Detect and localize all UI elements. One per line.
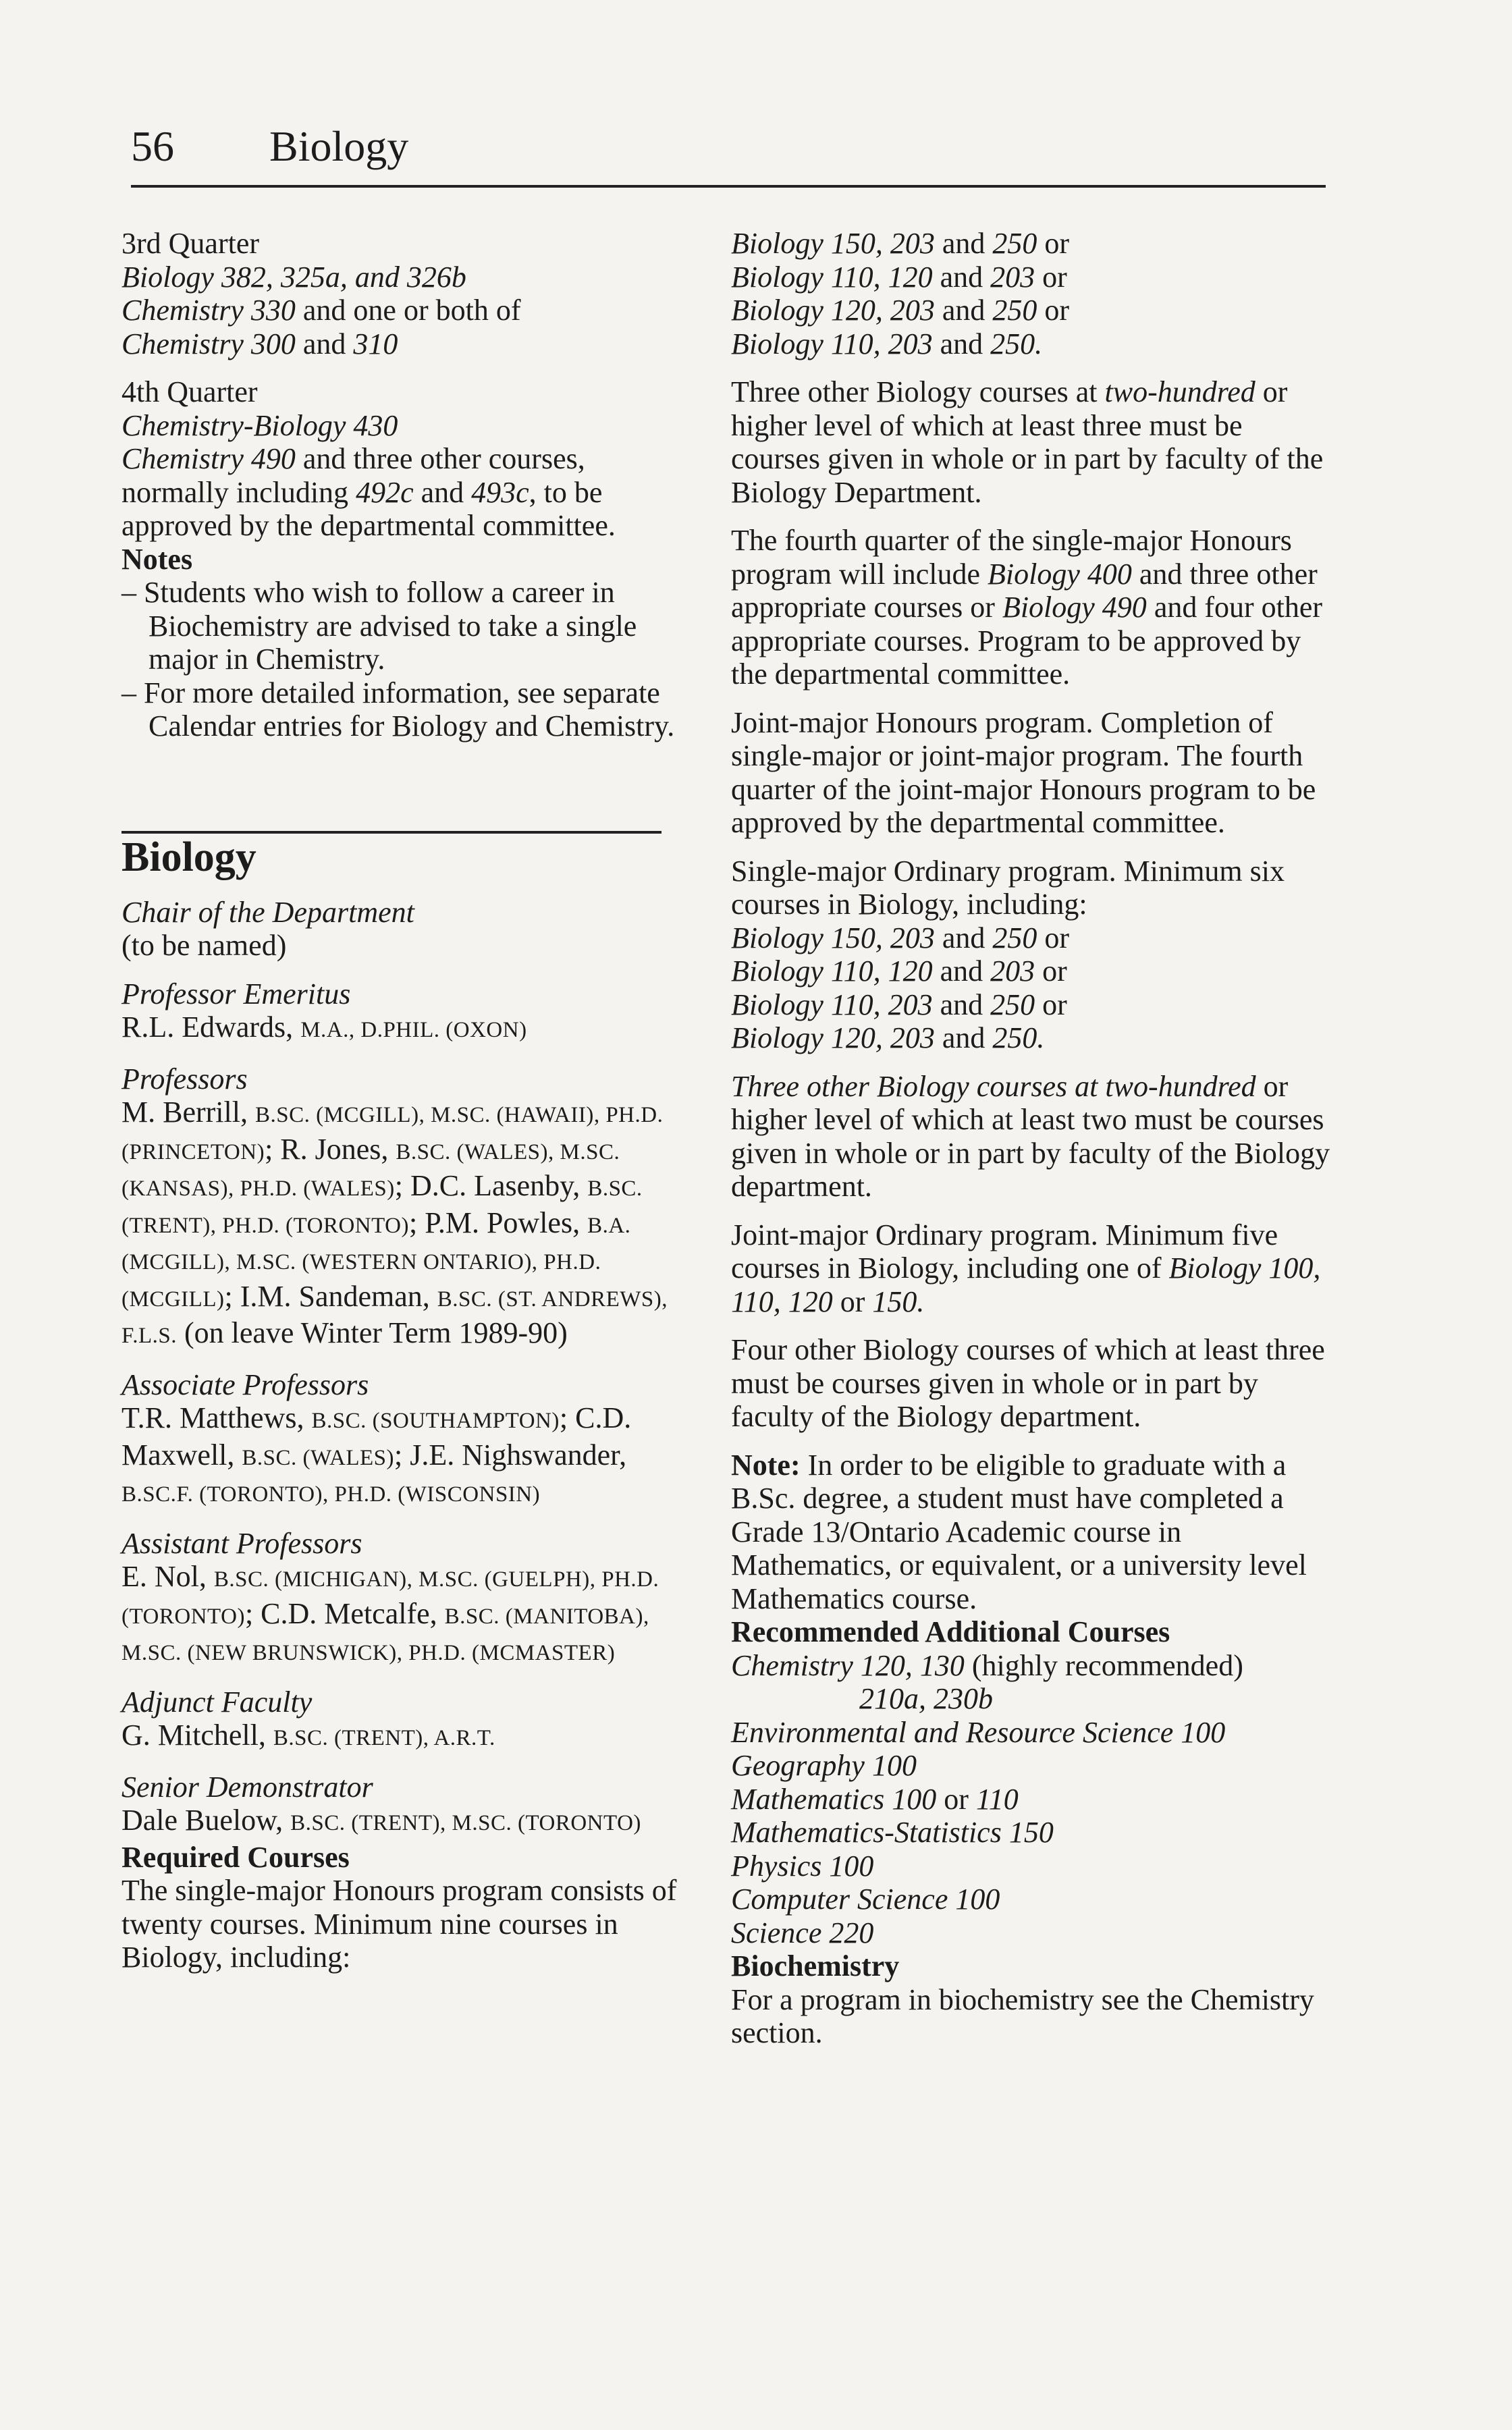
course-name: 110 — [975, 1782, 1019, 1816]
option-course: 250 — [990, 988, 1035, 1021]
text-run: two-hundred — [1104, 375, 1256, 408]
faculty-credentials: B.SC. (MICHIGAN), M.SC. (GUELPH), PH.D. (TORONTO) — [122, 1567, 659, 1629]
faculty-name: ; J.E. Nighswander, — [394, 1438, 627, 1472]
q4-line4: approved by the departmental committee. — [122, 509, 616, 542]
demonstrator-role: Senior Demonstrator — [122, 1770, 373, 1804]
honours-options — [731, 227, 1332, 360]
option-course: 250. — [990, 327, 1043, 360]
option-and: and — [932, 954, 991, 988]
faculty-name: ; R. Jones, — [265, 1132, 396, 1166]
chair-entry — [122, 896, 695, 963]
q4-line2-course: Chemistry 490 — [122, 442, 296, 475]
third-quarter — [122, 227, 695, 360]
recommended-heading: Recommended Additional Courses — [731, 1615, 1170, 1648]
option-courses: Biology 120, 203 — [731, 1021, 935, 1054]
emeritus-entry — [122, 977, 695, 1048]
option-line — [731, 327, 1332, 361]
q3-line3-and: and — [295, 327, 354, 360]
ordinary-options — [731, 921, 1332, 1055]
faculty-credentials: B.SC. (MANITOBA), M.SC. (NEW BRUNSWICK), PH.D. (MCMASTER) — [122, 1604, 649, 1665]
option-course: 250 — [992, 227, 1037, 260]
list-item: 210a, 230b — [859, 1682, 993, 1715]
honours-other-courses — [731, 375, 1332, 509]
list-item: Computer Science 100 — [731, 1883, 1000, 1916]
demonstrator-name: Dale Buelow, — [122, 1804, 291, 1837]
faculty-credentials: B.SC. (MCGILL), M.SC. (HAWAII), PH.D. (PRINCETON) — [122, 1103, 664, 1164]
faculty-name: E. Nol, — [122, 1560, 214, 1593]
header-rule — [131, 185, 1326, 188]
list-item: Science 220 — [731, 1916, 874, 1949]
option-or: or — [1037, 921, 1070, 954]
note-item-2: – For more detailed information, see separate Calendar entries for Biology and Chemistry. — [122, 676, 675, 742]
section-title: Biology — [122, 834, 256, 880]
option-line — [731, 988, 1332, 1022]
demonstrator-credentials: B.SC. (TRENT), M.SC. (TORONTO) — [290, 1811, 641, 1835]
course-or: or — [936, 1782, 976, 1816]
page-header — [131, 115, 1326, 189]
ordinary-other-courses — [731, 1070, 1332, 1204]
q4-line2-text: and three other courses, — [295, 442, 585, 475]
option-course: 203 — [990, 954, 1035, 988]
assistant-role: Assistant Professors — [122, 1526, 362, 1560]
adjunct-entry — [122, 1685, 695, 1756]
text-run: Biology 400 — [988, 557, 1132, 591]
text-run: and four other appropriate courses. Program to be approved by the departmental committee. — [731, 591, 1323, 691]
honours-fourth-quarter — [731, 524, 1332, 691]
graduation-note — [731, 1449, 1332, 1616]
q3-heading: 3rd Quarter — [122, 227, 260, 260]
option-and: and — [934, 294, 993, 327]
course-name: Chemistry 120, 130 — [731, 1648, 965, 1682]
notes-heading: Notes — [122, 542, 193, 576]
faculty-name: T.R. Matthews, — [122, 1401, 312, 1434]
text-run: Biology 490 — [1002, 591, 1147, 624]
q4-line3-and: and — [413, 475, 472, 509]
text-run: Joint-major Ordinary program. Minimum five courses in Biology, including one of — [731, 1218, 1278, 1285]
associate-entry — [122, 1368, 695, 1512]
option-course: 203 — [990, 260, 1035, 294]
required-courses-heading: Required Courses — [122, 1840, 350, 1874]
option-or: or — [1035, 954, 1067, 988]
option-line — [731, 954, 1332, 988]
emeritus-credentials: M.A., D.PHIL. (OXON) — [300, 1018, 527, 1042]
q4-line1: Chemistry-Biology 430 — [122, 408, 398, 442]
professors-list — [122, 1096, 695, 1353]
professors-role: Professors — [122, 1062, 248, 1096]
list-item: Geography 100 — [731, 1749, 917, 1782]
professors-entry — [122, 1062, 695, 1353]
faculty-name: ; P.M. Powles, — [409, 1206, 588, 1239]
associate-list — [122, 1401, 695, 1512]
faculty-credentials: B.SC. (SOUTHAMPTON) — [311, 1409, 560, 1433]
leave-note: (on leave Winter Term 1989-90) — [176, 1316, 568, 1349]
option-courses: Biology 120, 203 — [731, 294, 935, 327]
option-course: 250. — [992, 1021, 1045, 1054]
emeritus-name: R.L. Edwards, — [122, 1010, 301, 1044]
text-run: or — [832, 1285, 873, 1318]
faculty-name: ; C.D. Metcalfe, — [244, 1596, 445, 1630]
option-and: and — [932, 260, 991, 294]
text-run: Three other Biology courses at — [731, 375, 1105, 408]
note-text: In order to be eligible to graduate with a B.Sc. degree, a student must have completed a Grade 13/Ontario Academic course in Mathematics, or equivalent, or a university level Mathematics course. — [731, 1448, 1307, 1615]
text-run: and three other appropriate courses or — [731, 557, 1318, 624]
text-run: 150. — [872, 1285, 925, 1318]
adjunct-credentials: B.SC. (TRENT), A.R.T. — [273, 1726, 495, 1750]
q3-line2-text: and one or both of — [295, 294, 521, 327]
faculty-credentials: B.A. (MCGILL), M.SC. (WESTERN ONTARIO), PH.D. (MCGILL) — [122, 1213, 631, 1312]
text-run: or higher level of which at least three must be courses given in whole or in part by faculty of the Biology Department. — [731, 375, 1324, 509]
list-item: Mathematics-Statistics 150 — [731, 1816, 1054, 1849]
course-name: Mathematics 100 — [731, 1782, 937, 1816]
faculty-credentials: B.SC. (WALES) — [242, 1445, 394, 1470]
list-item — [731, 1649, 1332, 1683]
joint-major-ordinary — [731, 1218, 1332, 1319]
option-course: 250 — [992, 921, 1037, 954]
option-courses: Biology 150, 203 — [731, 227, 935, 260]
assistant-entry — [122, 1527, 695, 1671]
fourth-quarter — [122, 375, 695, 543]
faculty-name: ; I.M. Sandeman, — [224, 1279, 437, 1313]
option-and: and — [932, 988, 991, 1021]
option-line — [731, 261, 1332, 294]
required-courses-text: The single-major Honours program consists of twenty courses. Minimum nine courses in Biology, including: — [122, 1874, 677, 1974]
biochemistry-text: For a program in biochemistry see the Chemistry section. — [731, 1982, 1314, 2049]
note-label: Note: — [731, 1448, 801, 1482]
course-note: (highly recommended) — [964, 1648, 1243, 1682]
list-item — [731, 1783, 1332, 1816]
option-courses: Biology 110, 203 — [731, 988, 933, 1021]
option-line — [731, 1021, 1332, 1055]
option-line — [731, 294, 1332, 327]
page-number: 56 — [131, 122, 174, 170]
option-or: or — [1037, 227, 1070, 260]
faculty-name: ; C.D. Maxwell, — [122, 1401, 632, 1472]
option-courses: Biology 150, 203 — [731, 921, 935, 954]
text-run: The fourth quarter of the single-major Honours program will include — [731, 524, 1292, 591]
option-and: and — [934, 227, 993, 260]
option-line — [731, 921, 1332, 955]
list-item: Environmental and Resource Science 100 — [731, 1715, 1226, 1749]
faculty-credentials: B.SC.F. (TORONTO), PH.D. (WISCONSIN) — [122, 1482, 541, 1507]
adjunct-role: Adjunct Faculty — [122, 1685, 313, 1719]
q4-heading: 4th Quarter — [122, 375, 258, 408]
note-item-1: – Students who wish to follow a career in Biochemistry are advised to take a single major in Chemistry. — [122, 576, 637, 676]
option-courses: Biology 110, 203 — [731, 327, 933, 360]
left-column — [122, 227, 695, 1974]
demonstrator-entry — [122, 1771, 695, 1841]
option-or: or — [1037, 294, 1070, 327]
option-line — [731, 227, 1332, 261]
option-and: and — [934, 1021, 993, 1054]
running-title: Biology — [269, 122, 409, 170]
assistant-list — [122, 1560, 695, 1671]
single-major-ordinary: Single-major Ordinary program. Minimum six courses in Biology, including: — [731, 854, 1285, 921]
emeritus-role: Professor Emeritus — [122, 977, 351, 1010]
text-run: Biology 100, 110, 120 — [731, 1251, 1321, 1318]
q4-line3-course2: 493c — [471, 475, 529, 509]
text-run: Three other Biology courses at two-hundred — [731, 1069, 1256, 1103]
faculty-name: ; D.C. Lasenby, — [394, 1169, 588, 1202]
q3-line2-course: Chemistry 330 — [122, 294, 296, 327]
chair-role: Chair of the Department — [122, 895, 414, 929]
faculty-credentials: B.SC. (TRENT), PH.D. (TORONTO) — [122, 1177, 643, 1238]
biochemistry-heading: Biochemistry — [731, 1949, 900, 1982]
option-or: or — [1035, 260, 1067, 294]
option-courses: Biology 110, 120 — [731, 260, 933, 294]
q4-line3-end: , to be — [529, 475, 603, 509]
right-column — [731, 227, 1332, 2050]
q3-line3-course2: 310 — [353, 327, 398, 360]
option-courses: Biology 110, 120 — [731, 954, 933, 988]
recommended-list — [731, 1649, 1332, 1950]
chair-name: (to be named) — [122, 929, 287, 962]
faculty-name: M. Berrill, — [122, 1096, 255, 1129]
q4-line3-text: normally including — [122, 475, 356, 509]
text-run: or higher level of which at least two must be courses given in whole or in part by faculty of the Biology department. — [731, 1069, 1330, 1203]
q4-line3-course: 492c — [356, 475, 414, 509]
list-item: Physics 100 — [731, 1849, 874, 1883]
q3-line1: Biology 382, 325a, and 326b — [122, 260, 466, 294]
option-and: and — [934, 921, 993, 954]
joint-major-honours: Joint-major Honours program. Completion of single-major or joint-major program. The fourth quarter of the joint-major Honours program to be approved by the departmental committee. — [731, 705, 1316, 839]
associate-role: Associate Professors — [122, 1368, 369, 1401]
faculty-credentials: B.SC. (ST. ANDREWS), F.L.S. — [122, 1287, 668, 1348]
adjunct-name: G. Mitchell, — [122, 1719, 273, 1752]
q3-line3-course: Chemistry 300 — [122, 327, 296, 360]
faculty-credentials: B.SC. (WALES), M.SC. (KANSAS), PH.D. (WALES) — [122, 1139, 620, 1201]
joint-ordinary-other-courses: Four other Biology courses of which at least three must be courses given in whole or in part by faculty of the Biology department. — [731, 1333, 1325, 1433]
option-course: 250 — [992, 294, 1037, 327]
option-and: and — [932, 327, 991, 360]
option-or: or — [1035, 988, 1067, 1021]
